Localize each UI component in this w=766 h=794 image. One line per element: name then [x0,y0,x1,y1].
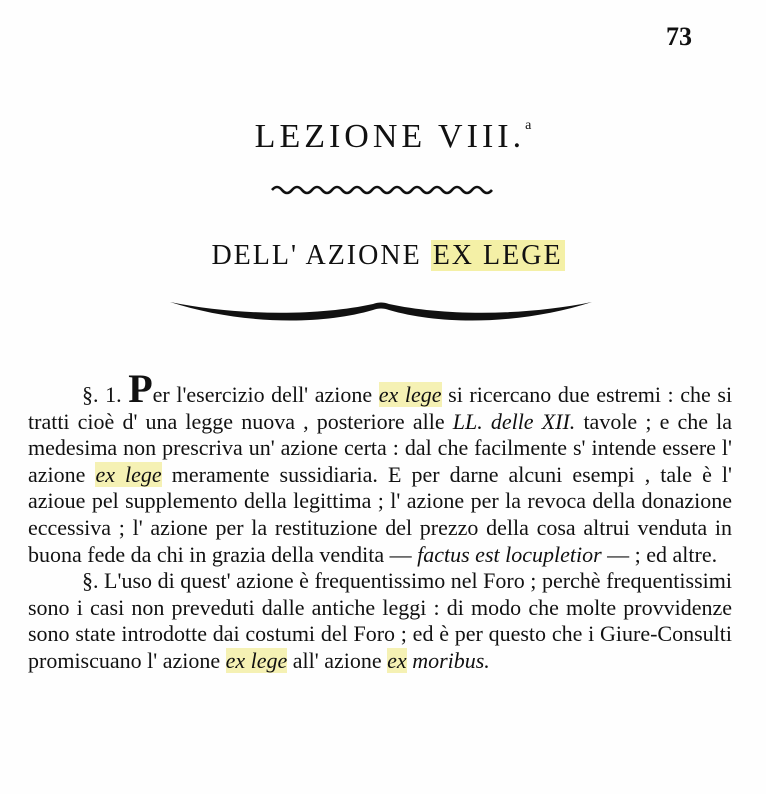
text-run: — ; ed altre. [607,541,718,567]
text-run: er l'esercizio dell' azione [152,382,373,407]
text-run: si ricercano due estremi : che si tratti cioè d' una legge nuova , posteriore alle [28,382,733,434]
section-heading-lead: DELL' AZIONE [211,240,422,271]
page-number: 73 [666,22,692,51]
text-run: tavole ; e che la medesima non prescriva un' azione certa : dal che facilmente s' intende essere l' azione [28,408,732,487]
wavy-rule-ornament [270,182,494,196]
text-run: all' azione [292,647,382,673]
drop-cap: P [128,366,153,411]
highlight-ex-lege: ex lege [378,382,442,407]
highlight-ex: ex [387,647,407,673]
body-text [28,366,733,675]
italic-text: factus est locupletior [417,541,602,567]
section-marker: §. 1. [82,382,122,407]
paragraph-2 [28,568,732,674]
text-run: meramente sussidiaria. E per darne alcuni esempi , tale è l' azioue pel supplemento della legittima ; l' azione per la revoca della donazione eccessiva ; l' azione per la restituzione del prezzo della cosa altrui venduta in buona fede da chi in grazia della vendita — [28,461,733,567]
text-run: §. L'uso di quest' azione è frequentissimo nel Foro ; perchè frequentissimi sono i casi non preveduti dalle antiche leggi : di modo che molte provvidenze sono state introdotte dai costumi del Foro ; ed è per questo che i Giure-Consulti promiscuano l' azione [28,568,732,673]
swash-ornament [168,292,594,332]
section-heading [0,240,766,272]
italic-text: moribus. [412,647,490,673]
highlight-ex-lege: ex lege [95,461,162,487]
section-heading-highlight: EX LEGE [432,240,563,271]
chapter-title [0,118,766,156]
highlight-ex-lege: ex lege [225,647,288,673]
italic-text: LL. delle XII. [452,408,576,434]
paragraph-1 [28,366,733,568]
chapter-ordinal-suffix: a [525,118,532,133]
chapter-title-text: LEZIONE VIII. [254,118,526,155]
